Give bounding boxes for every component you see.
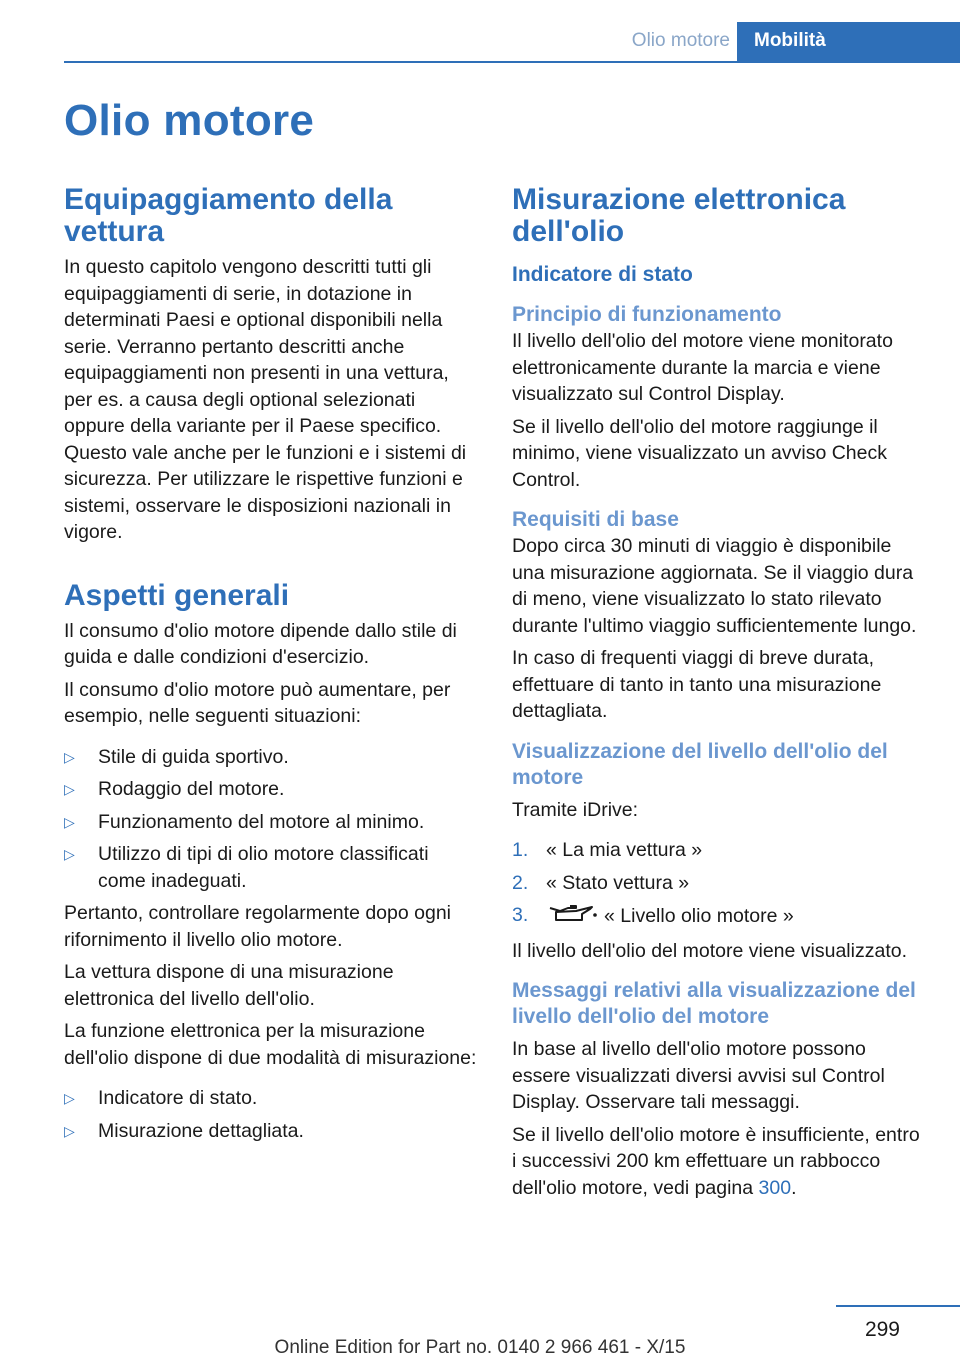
heading-aspetti-generali: Aspetti generali [64, 578, 290, 612]
paragraph: La funzione elettronica per la misurazione dell'olio dispone di due modalità di misurazione: [64, 1020, 477, 1069]
list-item: ▷ Stile di guida sportivo. [64, 744, 478, 771]
paragraph: Tramite iDrive: [512, 798, 639, 821]
right-column [512, 184, 926, 1201]
page-number: 299 [864, 1318, 900, 1341]
heading-principio: Principio di funzionamento [512, 303, 782, 326]
footer-rule [836, 1305, 960, 1307]
page-title: Olio motore [64, 96, 315, 145]
heading-indicatore-di-stato: Indicatore di stato [512, 263, 693, 286]
heading-misurazione-elettronica: Misurazione elettronica dell'olio [512, 183, 846, 248]
edition-footer: Online Edition for Part no. 0140 2 966 461 - X/15 [274, 1337, 686, 1358]
heading-messaggi: Messaggi relativi alla visualizzazione del livello dell'olio del motore [512, 979, 916, 1028]
triangle-bullet-icon: ▷ [64, 781, 75, 797]
paragraph: Il consumo d'olio motore può aumentare, per esempio, nelle seguenti situazioni: [64, 678, 451, 727]
list-item: 1. « La mia vettura » [512, 839, 703, 861]
heading-equipaggiamento: Equipaggiamento della vettura [64, 183, 393, 248]
triangle-bullet-icon: ▷ [64, 846, 75, 862]
heading-requisiti: Requisiti di base [512, 508, 679, 531]
paragraph: Il livello dell'olio del motore viene monitorato elettronicamente durante la marcia e viene visualizzato sul Control Display. [512, 330, 893, 405]
paragraph: Il consumo d'olio motore dipende dallo stile di guida e dalle condizioni d'esercizio. [64, 619, 457, 668]
list-item: 3. « Livello olio motore » [512, 902, 926, 932]
paragraph: La vettura dispone di una misurazione elettronica del livello dell'olio. [64, 961, 394, 1010]
paragraph: Se il livello dell'olio motore è insufficiente, entro i successivi 200 km effettuare un rabbocco dell'olio motore, vedi pagina 300. [512, 1123, 920, 1199]
header-chapter-tab: Mobilità [737, 22, 960, 63]
triangle-bullet-icon: ▷ [64, 748, 75, 765]
list-item: ▷ Funzionamento del motore al minimo. [64, 809, 478, 836]
situations-list [64, 744, 478, 895]
paragraph: Dopo circa 30 minuti di viaggio è disponibile una misurazione aggiornata. Se il viaggio dura di meno, viene visualizzato lo stato rilevato durante l'ultimo viaggio sufficientemente lungo. [512, 535, 917, 637]
triangle-bullet-icon: ▷ [64, 1122, 75, 1139]
measurement-modes-list [64, 1085, 478, 1144]
list-item: ▷ Indicatore di stato. [64, 1085, 478, 1112]
list-item: ▷ Misurazione dettagliata. [64, 1118, 478, 1145]
paragraph: Se il livello dell'olio del motore raggiunge il minimo, viene visualizzato un avviso Check Control. [512, 415, 887, 491]
list-item: 2. « Stato vettura » [512, 871, 690, 894]
left-column [64, 184, 478, 1150]
paragraph: In base al livello dell'olio motore possono essere visualizzati diversi avvisi sul Control Display. Osservare tali messaggi. [512, 1038, 885, 1113]
triangle-bullet-icon: ▷ [64, 813, 75, 830]
header-section-title: Olio motore [631, 30, 730, 51]
paragraph-equipaggiamento: In questo capitolo vengono descritti tutti gli equipaggiamenti di serie, in dotazione in determinati Paesi e optional disponibili nella serie. Verranno pertanto descritti anche equipaggiamenti non presenti in una vettura, per es. a causa degli optional selezionati oppure della variante per il Paese specifico. Questo vale anche per le funzioni e i sistemi di sicurezza. Per utilizzare le rispettive funzioni e sistemi, osservare le disposizioni nazionali in vigore. [64, 256, 467, 543]
heading-visualizzazione: Visualizzazione del livello dell'olio del motore [512, 739, 888, 789]
oil-can-icon [546, 902, 598, 932]
idrive-steps [512, 837, 926, 932]
list-item: ▷ Rodaggio del motore. [64, 776, 478, 803]
list-item: ▷ Utilizzo di tipi di olio motore classificati come inadeguati. [64, 843, 429, 892]
paragraph: Pertanto, controllare regolarmente dopo ogni rifornimento il livello olio motore. [64, 902, 451, 951]
paragraph: Il livello dell'olio del motore viene visualizzato. [512, 939, 907, 962]
triangle-bullet-icon: ▷ [64, 1090, 75, 1106]
page-link-300[interactable]: 300 [758, 1176, 792, 1199]
paragraph: In caso di frequenti viaggi di breve durata, effettuare di tanto in tanto una misurazione dettagliata. [512, 647, 882, 722]
